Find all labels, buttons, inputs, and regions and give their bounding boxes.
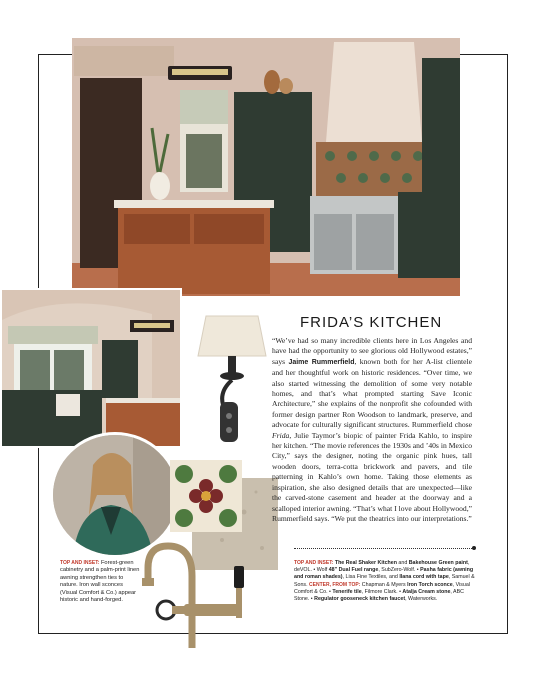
- caption-product: Atalja Cream stone: [402, 588, 451, 595]
- tenerife-tile-swatch: [170, 460, 242, 532]
- body-text-1: “We’ve had so many incredible clients here in Los Angeles and have had the opportunity to see glorious old Hollywood estates,” says: [272, 336, 472, 366]
- caption-product: Bakehouse Green paint: [408, 560, 468, 566]
- caption-left-text: Forest-green cabinetry and a palm-print linen awning strengthen ties to nature. Iron wall sconces (Visual Comfort & Co.) appear historic and hand-forged.: [60, 560, 140, 604]
- caption-text: , deVOL. • Wolf: [294, 560, 470, 574]
- film-title: Frida: [272, 430, 290, 440]
- gooseneck-faucet: [140, 540, 268, 648]
- caption-product: The Real Shaker Kitchen: [333, 560, 397, 566]
- caption-text: , SubZero-Wolf. •: [378, 567, 421, 574]
- caption-product: Ilana cord with tape: [399, 574, 449, 581]
- body-text-2: , known both for her A-list clientele and her thoughtful work on historic residences. “Over time, we also started witnessing the demolition of some very notable homes, and that’s what prompted starting Save Iconic Architecture,” she explains of the nonprofit she cofounded with former design partner Ron Woodson to landmark, preserve, and advocate for culturally significant structures. Rummerfield chose: [272, 356, 472, 430]
- caption-text: , Lisa Fine Textiles, and: [342, 574, 400, 581]
- caption-text: , ABC Stone. •: [294, 588, 464, 603]
- kitchen-photo: [72, 38, 460, 296]
- caption-divider: [294, 548, 474, 549]
- caption-left-label: TOP AND INSET:: [60, 560, 100, 566]
- kitchen-inset-photo: [0, 288, 182, 448]
- caption-product: Regulator gooseneck kitchen faucet: [314, 596, 406, 603]
- caption-divider-dot: [472, 546, 476, 550]
- caption-right: [294, 560, 476, 603]
- caption-text: Chapman & Myers: [360, 581, 408, 588]
- caption-text: and: [396, 560, 409, 566]
- iron-torch-sconce: [196, 310, 268, 460]
- article-title: FRIDA’S KITCHEN: [300, 314, 443, 331]
- caption-text: , Waterworks.: [405, 596, 438, 603]
- caption-product: Pasha fabric (awning and roman shades): [294, 567, 474, 581]
- caption-text: , Visual Comfort & Co. •: [294, 581, 470, 595]
- caption-product: Iron Torch sconce: [407, 581, 453, 588]
- caption-text: , Filmore Clark. •: [361, 588, 403, 595]
- caption-text: , Samuel & Sons.: [294, 574, 475, 588]
- caption-product: 48" Dual Fuel range: [328, 567, 379, 574]
- article-body: [272, 336, 472, 524]
- designer-name: Jaime Rummerfield: [288, 358, 355, 366]
- caption-right-label-1: TOP AND INSET:: [294, 560, 334, 566]
- caption-product: Tenerife tile: [332, 588, 362, 595]
- caption-left: [60, 560, 140, 604]
- caption-right-label-2: CENTER, FROM TOP:: [309, 581, 361, 588]
- body-text-3: , Julie Taymor’s biopic of painter Frida Kahlo, to inspire her kitchen. “The movie references the 1930s and ’40s in Mexico City,” says the designer, noting the organic pink hues, tall wooden doors, terra-cotta brickwork and pavers, and tile patterning in Kahlo’s own home. Taking those elements as inspiration, she also designed details that are unexpected—like the carved-stone casement and header at the doorway and a scalloped interior awning. “That’s what I love about Hollywood,” Rummerfield says. “We put the theatrics into our interpretations.”: [272, 430, 472, 523]
